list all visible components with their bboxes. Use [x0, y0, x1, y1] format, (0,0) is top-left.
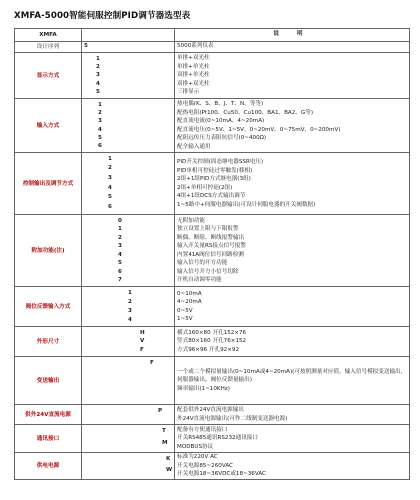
option-description: 无附加功能 [177, 217, 205, 224]
option-description: 配直流电压(0~5V、1~5V、0~20mV、0~75mV、0~200mV) [177, 126, 341, 133]
row-label: 显示方式 [15, 53, 82, 99]
row-codes [82, 425, 175, 453]
option-description: 竖式80×160 开孔76×152 [177, 338, 247, 345]
table-row [15, 53, 410, 99]
series-code-value: 5 [84, 43, 88, 50]
option-code: K [166, 455, 171, 462]
option-code: 5 [118, 260, 122, 266]
option-description: 独立设置上限与下限报警 [177, 226, 239, 232]
option-code: V [140, 338, 145, 345]
option-description: 双排+单光柱 [177, 72, 210, 79]
row-options [175, 405, 410, 425]
option-description: 三排显示 [177, 89, 200, 96]
option-description: 4~20mA [177, 299, 202, 305]
option-description: MODBUS协议 [177, 443, 214, 450]
option-description: 开关RS485通讯RS232通讯接口 [177, 435, 258, 442]
option-description: 断偶、断阻、断线报警输出 [177, 234, 245, 241]
row-codes [82, 405, 175, 425]
row-options [175, 425, 410, 453]
option-code: F [150, 359, 154, 366]
option-code: 5 [96, 89, 100, 96]
option-description: 0~5V [177, 307, 193, 314]
option-description: 内置41A阀位信号回路检测 [177, 251, 244, 258]
option-description: 配全输入通用 [177, 143, 211, 150]
option-description: 单排+单光柱 [177, 63, 210, 70]
option-code: 1 [108, 155, 112, 162]
option-code: 3 [118, 243, 122, 249]
option-description: 横式160×80 开孔152×76 [177, 329, 247, 336]
option-code: 4 [118, 251, 122, 258]
row-options [175, 453, 410, 480]
option-code: 4 [128, 316, 132, 323]
series-label: 设计序列 [15, 42, 82, 53]
series-code [82, 42, 175, 53]
option-code: H [140, 329, 145, 336]
page-title: XMFA-5000智能伺服控制PID调节器选型表 [14, 11, 191, 21]
row-label: 外形尺寸 [15, 327, 82, 357]
option-description: 方式96×96 开孔92×92 [177, 346, 239, 353]
row-options [175, 53, 410, 99]
row-codes [82, 53, 175, 99]
row-label: 输入方式 [15, 99, 82, 153]
option-code: 5 [108, 194, 112, 201]
option-description: 开关电源18~36VDC或18~36VAC [177, 471, 266, 477]
row-codes [82, 327, 175, 357]
option-description: 热电偶(K、S、B、J、T、N、等等) [177, 101, 264, 107]
option-code: 6 [118, 268, 122, 275]
option-description: 开关电源85~260VAC [177, 462, 233, 469]
option-description: 配套供外24V直流电源输出 [177, 407, 244, 413]
option-code: 0 [118, 217, 122, 224]
selection-table [14, 28, 410, 480]
option-description: 配阻远传压力表阻抗信号(0~400Ω) [177, 135, 267, 141]
table-row [15, 215, 410, 287]
option-code: 3 [128, 307, 132, 314]
row-label: 附加功能(注) [15, 215, 82, 287]
option-description: 2组+单相可控硅(2组) [177, 184, 233, 191]
option-description: PID单相可控硅过零触发(移相) [177, 167, 253, 174]
row-codes [82, 357, 175, 405]
table-header-row [15, 29, 410, 42]
row-label: 供电电源 [15, 453, 82, 480]
option-code: 2 [98, 109, 102, 116]
row-label: 通讯接口 [15, 425, 82, 453]
option-description: 0~10mA [177, 290, 202, 297]
option-description: 频率输出(1~10KHz) [177, 385, 230, 392]
row-codes [82, 453, 175, 480]
row-codes [82, 153, 175, 215]
table-row [15, 405, 410, 425]
row-label: 变送输出 [15, 357, 82, 405]
option-description: 输入信号开方小信号切除 [177, 268, 239, 275]
series-row [15, 42, 410, 53]
row-codes [82, 99, 175, 153]
option-code: 1 [128, 289, 132, 296]
option-code: 3 [96, 72, 100, 79]
table-row [15, 99, 410, 153]
table-row [15, 357, 410, 405]
option-code: M [162, 439, 168, 446]
option-description: 单排+双光柱 [177, 55, 210, 62]
table-row [15, 453, 410, 480]
option-code: 7 [118, 277, 122, 283]
option-code: 4 [108, 184, 112, 191]
option-description: 1~5V [177, 316, 193, 322]
option-description: 开机自动调零功能 [177, 277, 222, 283]
table-row [15, 287, 410, 327]
option-description: 双排+双光柱 [177, 80, 210, 87]
option-code: 4 [98, 126, 102, 133]
header-code-col [82, 29, 175, 42]
option-description: PID开关控制(固态继电器SSR电压) [177, 159, 264, 165]
row-options [175, 99, 410, 153]
option-description: 配热电阻(Pt100、Cu50、Cu100、BA1、BA2、G等) [177, 109, 314, 116]
header-description: 说 明 [175, 29, 410, 42]
option-description: 配备有方便通讯接口 [177, 426, 228, 433]
option-code: 2 [118, 234, 122, 241]
series-description: 5000系列仪表 [175, 42, 410, 53]
option-description: 标准为220V AC [177, 454, 218, 460]
option-code: W [166, 466, 173, 473]
option-description: 一个或二个模拟量输出(0~10mA或4~20mA)(可按照测量对应值，输入信号模拟变送输出，伺服器输出，阀位反馈量输出) [177, 368, 407, 384]
option-description: 外24V直流电源输出(可作二线制变送器电源) [177, 415, 288, 422]
option-code: 2 [96, 63, 100, 70]
option-code: 3 [108, 174, 112, 181]
option-code: 1 [96, 55, 100, 62]
option-code: 2 [128, 298, 132, 305]
option-code: F [140, 346, 144, 353]
option-code: 4 [96, 80, 100, 87]
row-label: 供外24V直流电源 [15, 405, 82, 425]
table-row [15, 327, 410, 357]
option-description: 输入信号的开方功能 [177, 260, 228, 266]
table-row [15, 425, 410, 453]
table-row [15, 153, 410, 215]
option-code: 5 [98, 134, 102, 141]
row-codes [82, 287, 175, 327]
row-label: 控制输出及调节方式 [15, 153, 82, 215]
option-description: 1~5路中+伺服电器输出(可设计伺服电器的开关阀数据) [177, 201, 316, 208]
option-description: 2组+1组PID方式继电器(3组) [177, 176, 251, 182]
option-code: 1 [118, 226, 122, 232]
option-code: 6 [98, 143, 102, 150]
row-options [175, 215, 410, 287]
option-code: 1 [98, 101, 102, 108]
option-description: 配直流电流(0~10mA、4~20mA) [177, 118, 265, 124]
option-code: 3 [98, 118, 102, 125]
row-label: 阀位反馈输入方式 [15, 287, 82, 327]
row-options [175, 357, 410, 405]
option-code: P [158, 407, 163, 414]
option-code: 6 [108, 203, 112, 210]
option-code: T [162, 427, 166, 434]
option-code: 2 [108, 165, 112, 172]
row-options [175, 327, 410, 357]
option-description: 输入开关量RS接点信号报警 [177, 243, 246, 249]
row-options [175, 153, 410, 215]
row-options [175, 287, 410, 327]
row-codes [82, 215, 175, 287]
header-model: XMFA [15, 29, 82, 42]
option-description: 4组+1组DCS方式输出调节 [177, 193, 246, 199]
